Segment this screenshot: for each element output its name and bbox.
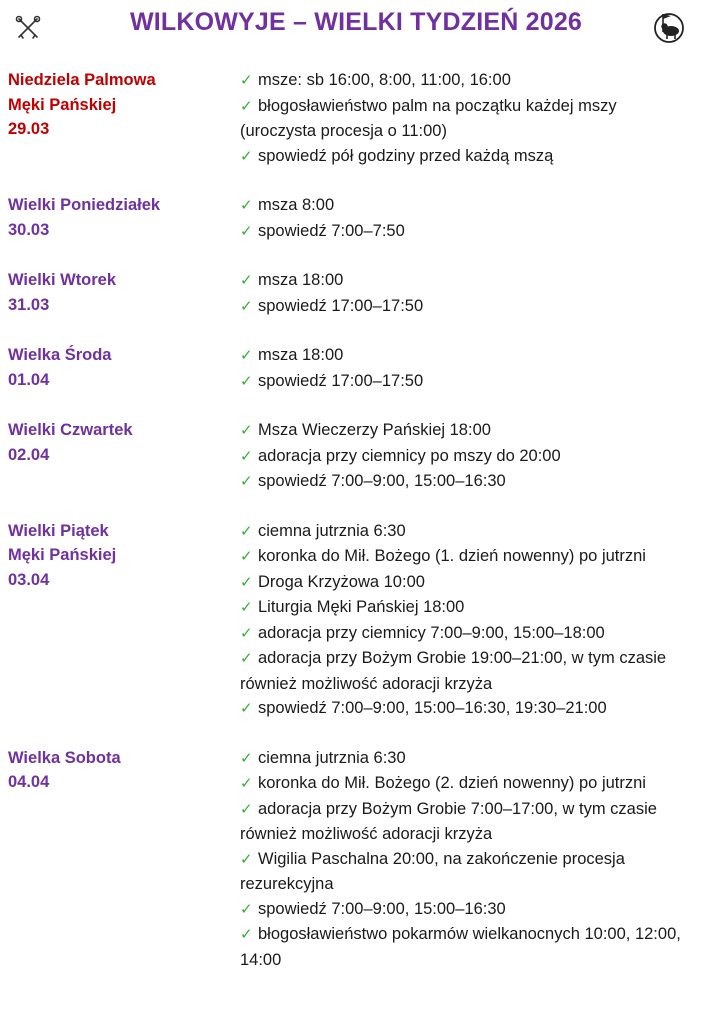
checkmark-icon: ✓: [240, 800, 253, 818]
day-date: 04.04: [8, 773, 50, 791]
checkmark-icon: ✓: [240, 599, 253, 616]
day-name: Wielki Piątek: [8, 521, 109, 540]
event-item: [240, 897, 695, 923]
day-date: 29.03: [8, 120, 50, 138]
checkmark-icon: ✓: [240, 197, 253, 214]
day-name: Męki Pańskiej: [8, 95, 117, 114]
checkmark-icon: ✓: [240, 900, 253, 918]
event-text: spowiedź 17:00–17:50: [258, 296, 424, 315]
checkmark-icon: ✓: [240, 347, 253, 364]
day-name: Wielka Sobota: [8, 748, 121, 767]
event-item: [240, 219, 695, 245]
event-item: [240, 343, 695, 369]
schedule-list: [0, 68, 712, 996]
day-block: [0, 418, 712, 495]
checkmark-icon: ✓: [240, 573, 253, 591]
day-heading: [8, 268, 226, 317]
checkmark-icon: ✓: [240, 97, 253, 115]
lamb-emblem-icon: [652, 10, 686, 44]
checkmark-icon: ✓: [240, 522, 253, 540]
event-item: [240, 696, 695, 722]
day-name: Wielki Czwartek: [8, 421, 133, 439]
day-block: [0, 746, 712, 973]
event-list: [240, 268, 695, 319]
checkmark-icon: ✓: [240, 548, 253, 565]
event-item: [240, 771, 695, 797]
event-list: [240, 193, 695, 244]
event-item: [240, 444, 695, 470]
event-list: [240, 519, 695, 722]
checkmark-icon: ✓: [240, 749, 253, 767]
checkmark-icon: ✓: [240, 272, 253, 289]
event-item: [240, 144, 695, 170]
event-item: [240, 746, 695, 772]
event-text: Liturgia Męki Pańskiej 18:00: [258, 598, 465, 616]
event-list: [240, 746, 695, 973]
day-block: [0, 193, 712, 244]
event-text: Droga Krzyżowa 10:00: [258, 572, 425, 591]
checkmark-icon: ✓: [240, 624, 253, 642]
day-heading: [8, 418, 226, 467]
page-header: [0, 0, 712, 56]
checkmark-icon: ✓: [240, 222, 253, 240]
checkmark-icon: ✓: [240, 147, 253, 165]
event-list: [240, 418, 695, 495]
checkmark-icon: ✓: [240, 422, 253, 439]
event-item: [240, 922, 695, 972]
checkmark-icon: ✓: [240, 775, 253, 792]
checkmark-icon: ✓: [240, 650, 253, 667]
event-text: koronka do Mił. Bożego (2. dzień nowenny) po jutrzni: [258, 774, 646, 792]
event-item: [240, 595, 695, 621]
event-text: błogosławieństwo palm na początku każdej mszy (uroczysta procesja o 11:00): [240, 96, 617, 140]
event-item: [240, 570, 695, 596]
event-text: ciemna jutrznia 6:30: [258, 748, 406, 767]
event-text: Msza Wieczerzy Pańskiej 18:00: [258, 421, 491, 439]
event-item: [240, 847, 695, 897]
day-heading: [8, 193, 226, 242]
event-text: adoracja przy Bożym Grobie 7:00–17:00, w tym czasie również możliwość adoracji krzyża: [240, 799, 657, 843]
event-text: spowiedź 7:00–7:50: [258, 221, 405, 240]
event-text: msza 18:00: [258, 271, 344, 289]
day-name: Wielka Środa: [8, 346, 112, 364]
event-item: [240, 797, 695, 847]
event-item: [240, 369, 695, 395]
event-item: [240, 94, 695, 144]
day-block: [0, 519, 712, 722]
day-date: 31.03: [8, 295, 50, 314]
event-item: [240, 621, 695, 647]
event-item: [240, 544, 695, 570]
event-text: msza 18:00: [258, 346, 344, 364]
event-text: adoracja przy ciemnicy po mszy do 20:00: [258, 446, 561, 465]
day-block: [0, 268, 712, 319]
day-heading: [8, 343, 226, 392]
day-block: [0, 68, 712, 169]
event-text: msza 8:00: [258, 196, 335, 214]
checkmark-icon: ✓: [240, 72, 253, 89]
day-date: 30.03: [8, 220, 50, 239]
checkmark-icon: ✓: [240, 372, 253, 390]
event-list: [240, 343, 695, 394]
event-item: [240, 519, 695, 545]
day-date: 01.04: [8, 370, 50, 389]
day-block: [0, 343, 712, 394]
checkmark-icon: ✓: [240, 473, 253, 490]
event-item: [240, 418, 695, 444]
checkmark-icon: ✓: [240, 297, 253, 315]
day-heading: [8, 746, 226, 795]
event-text: spowiedź 7:00–9:00, 15:00–16:30: [258, 472, 506, 490]
checkmark-icon: ✓: [240, 700, 253, 717]
checkmark-icon: ✓: [240, 447, 253, 465]
event-text: spowiedź 17:00–17:50: [258, 371, 424, 390]
event-text: spowiedź pół godziny przed każdą mszą: [258, 146, 554, 165]
event-text: błogosławieństwo pokarmów wielkanocnych 10:00, 12:00, 14:00: [240, 925, 681, 969]
event-text: spowiedź 7:00–9:00, 15:00–16:30: [258, 899, 506, 918]
page-title: WILKOWYJE – WIELKI TYDZIEŃ 2026: [129, 8, 583, 36]
event-item: [240, 646, 695, 696]
event-text: adoracja przy Bożym Grobie 19:00–21:00, w tym czasie również możliwość adoracji krzyża: [240, 649, 667, 693]
day-name: Męki Pańskiej: [8, 546, 117, 564]
event-text: koronka do Mił. Bożego (1. dzień nowenny) po jutrzni: [258, 547, 646, 565]
event-item: [240, 68, 695, 94]
checkmark-icon: ✓: [240, 850, 253, 868]
day-heading: [8, 519, 226, 593]
event-text: spowiedź 7:00–9:00, 15:00–16:30, 19:30–21:00: [258, 699, 607, 717]
day-heading: [8, 68, 226, 142]
event-item: [240, 469, 695, 495]
event-list: [240, 68, 695, 169]
day-name: Wielki Wtorek: [8, 271, 117, 289]
event-text: msze: sb 16:00, 8:00, 11:00, 16:00: [258, 71, 511, 89]
day-date: 02.04: [8, 445, 50, 464]
event-text: adoracja przy ciemnicy 7:00–9:00, 15:00–18:00: [258, 623, 605, 642]
event-item: [240, 268, 695, 294]
event-text: ciemna jutrznia 6:30: [258, 521, 406, 540]
event-item: [240, 193, 695, 219]
event-item: [240, 294, 695, 320]
day-name: Wielki Poniedziałek: [8, 196, 161, 214]
day-date: 03.04: [8, 570, 50, 589]
event-text: Wigilia Paschalna 20:00, na zakończenie procesja rezurekcyjna: [240, 849, 625, 893]
checkmark-icon: ✓: [240, 926, 253, 943]
day-name: Niedziela Palmowa: [8, 71, 156, 89]
